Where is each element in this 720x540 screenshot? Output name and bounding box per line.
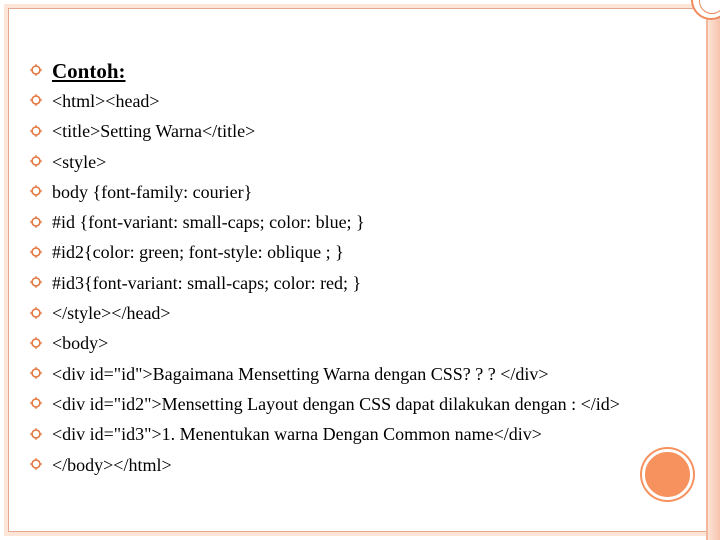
code-line: #id {font-variant: small-caps; color: blue; } <box>52 212 365 233</box>
ring-bullet-icon <box>30 337 42 349</box>
ring-bullet-icon <box>30 94 42 106</box>
list-item <box>30 420 620 450</box>
ring-bullet-icon <box>30 307 42 319</box>
list-item <box>30 207 620 237</box>
code-line: </body></html> <box>52 454 172 475</box>
ring-bullet-icon <box>30 216 42 228</box>
list-item <box>30 329 620 359</box>
ring-bullet-icon <box>30 397 42 409</box>
list-item <box>30 450 620 480</box>
ring-bullet-icon <box>30 276 42 288</box>
list-item <box>30 147 620 177</box>
code-line: #id2{color: green; font-style: oblique ; } <box>52 242 344 263</box>
list-item <box>30 177 620 207</box>
code-line: <title>Setting Warna</title> <box>52 121 256 142</box>
code-line: <div id="id2">Mensetting Layout dengan CSS dapat dilakukan dengan : </id> <box>52 393 620 414</box>
code-line: #id3{font-variant: small-caps; color: red; } <box>52 272 362 293</box>
ring-bullet-icon <box>30 458 42 470</box>
code-line: body {font-family: courier} <box>52 181 253 202</box>
code-line: <body> <box>52 333 109 354</box>
list-item <box>30 56 620 86</box>
ring-bullet-icon <box>30 367 42 379</box>
list-item <box>30 359 620 389</box>
code-line: <html><head> <box>52 90 160 111</box>
list-item <box>30 298 620 328</box>
code-line: </style></head> <box>52 303 171 324</box>
list-item <box>30 268 620 298</box>
bullet-list <box>30 56 620 480</box>
list-item <box>30 86 620 116</box>
code-line: <div id="id">Bagaimana Mensetting Warna dengan CSS? ? ? </div> <box>52 363 549 384</box>
ring-bullet-icon <box>30 155 42 167</box>
ring-bullet-icon <box>30 125 42 137</box>
frame-right-band <box>708 0 720 540</box>
code-line: <style> <box>52 151 107 172</box>
list-item <box>30 117 620 147</box>
slide-title: Contoh: <box>52 58 126 83</box>
ring-bullet-icon <box>30 185 42 197</box>
ring-bullet-icon <box>30 246 42 258</box>
list-item <box>30 238 620 268</box>
list-item <box>30 389 620 419</box>
ring-bullet-icon <box>30 64 42 76</box>
ring-bullet-icon <box>30 428 42 440</box>
code-line: <div id="id3">1. Menentukan warna Dengan Common name</div> <box>52 424 542 445</box>
decorative-circle-bottom-icon <box>642 449 693 500</box>
